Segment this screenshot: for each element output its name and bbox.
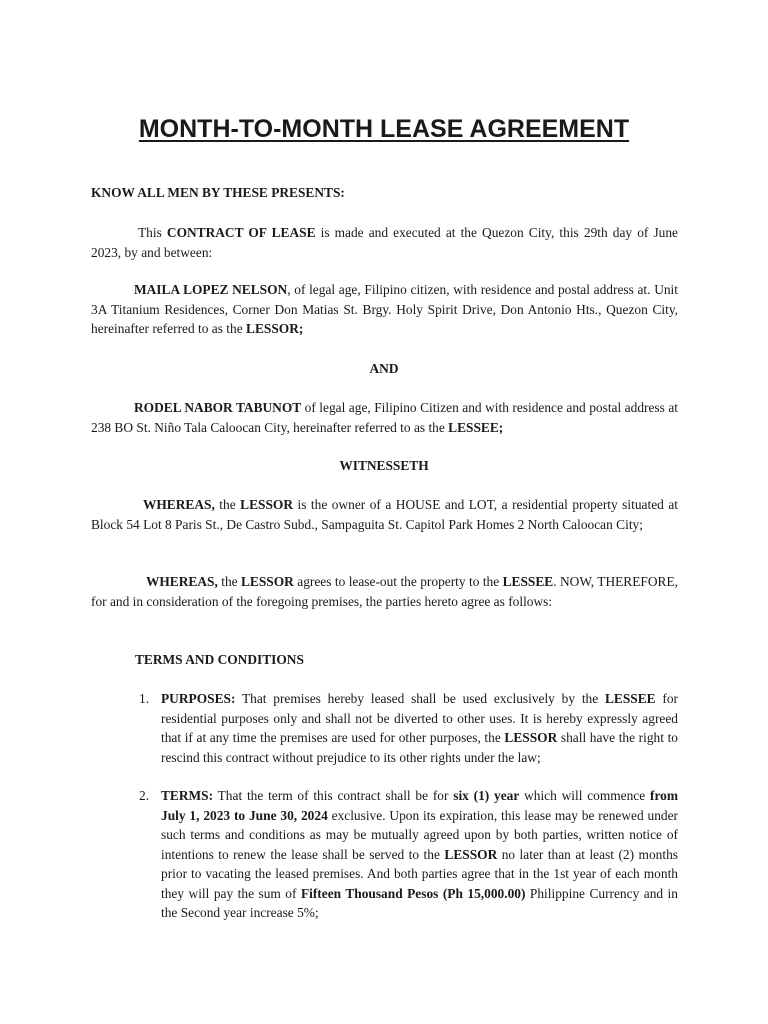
list-item-number: 2. (139, 788, 150, 803)
list-item-terms: TERMS: That the term of this contract shall be for six (1) year which will commence from July 1, 2023 to June 30, 2024 exclusive. Upon its expiration, this lease may be renewed under such terms and conditions as may be mutually agreed upon by both parties, written notice of intentions to renew the lease shall be served to the LESSOR no later than at least (2) months prior to vacating the leased premises. And both parties agree that in the 1st year of each month they will pay the sum of Fifteen Thousand Pesos (Ph 15,000.00) Philippine Currency and in the Second year increase 5%; (161, 788, 678, 920)
lessor-name: MAILA LOPEZ NELSON (134, 282, 288, 297)
terms-heading: TERMS AND CONDITIONS (135, 652, 304, 667)
lessor-paragraph: MAILA LOPEZ NELSON, of legal age, Filipino citizen, with residence and postal address at. Unit 3A Titanium Residences, Corner Don Matias St. Brgy. Holy Spirit Drive, Don Antonio Hts., Quezon City, hereinafter referred to as the LESSOR; (91, 282, 678, 336)
witnesseth-heading: WITNESSETH (339, 458, 429, 473)
intro-paragraph: This CONTRACT OF LEASE is made and executed at the Quezon City, this 29th day of June 2023, by and between: (91, 225, 678, 260)
lessee-name: RODEL NABOR TABUNOT (134, 400, 302, 415)
whereas-paragraph-1: WHEREAS, the LESSOR is the owner of a HOUSE and LOT, a residential property situated at Block 54 Lot 8 Paris St., De Castro Subd., Sampaguita St. Capitol Park Homes 2 North Caloocan City; (91, 497, 678, 532)
list-item-number: 1. (139, 691, 150, 706)
document-title: MONTH-TO-MONTH LEASE AGREEMENT (138, 115, 630, 143)
list-item-purposes: PURPOSES: That premises hereby leased shall be used exclusively by the LESSEE for residential purposes only and shall not be diverted to other uses. It is hereby expressly agreed that if at any time the premises are used for other purposes, the LESSOR shall have the right to rescind this contract without prejudice to its other rights under the law; (161, 691, 678, 765)
whereas-paragraph-2: WHEREAS, the LESSOR agrees to lease-out the property to the LESSEE. NOW, THEREFORE, for and in consideration of the foregoing premises, the parties hereto agree as follows: (91, 574, 678, 609)
lessee-paragraph: RODEL NABOR TABUNOT of legal age, Filipino Citizen and with residence and postal address at 238 BO St. Niño Tala Caloocan City, hereinafter referred to as the LESSEE; (91, 400, 678, 435)
know-all-men-heading: KNOW ALL MEN BY THESE PRESENTS: (91, 185, 345, 200)
and-separator: AND (369, 361, 399, 376)
